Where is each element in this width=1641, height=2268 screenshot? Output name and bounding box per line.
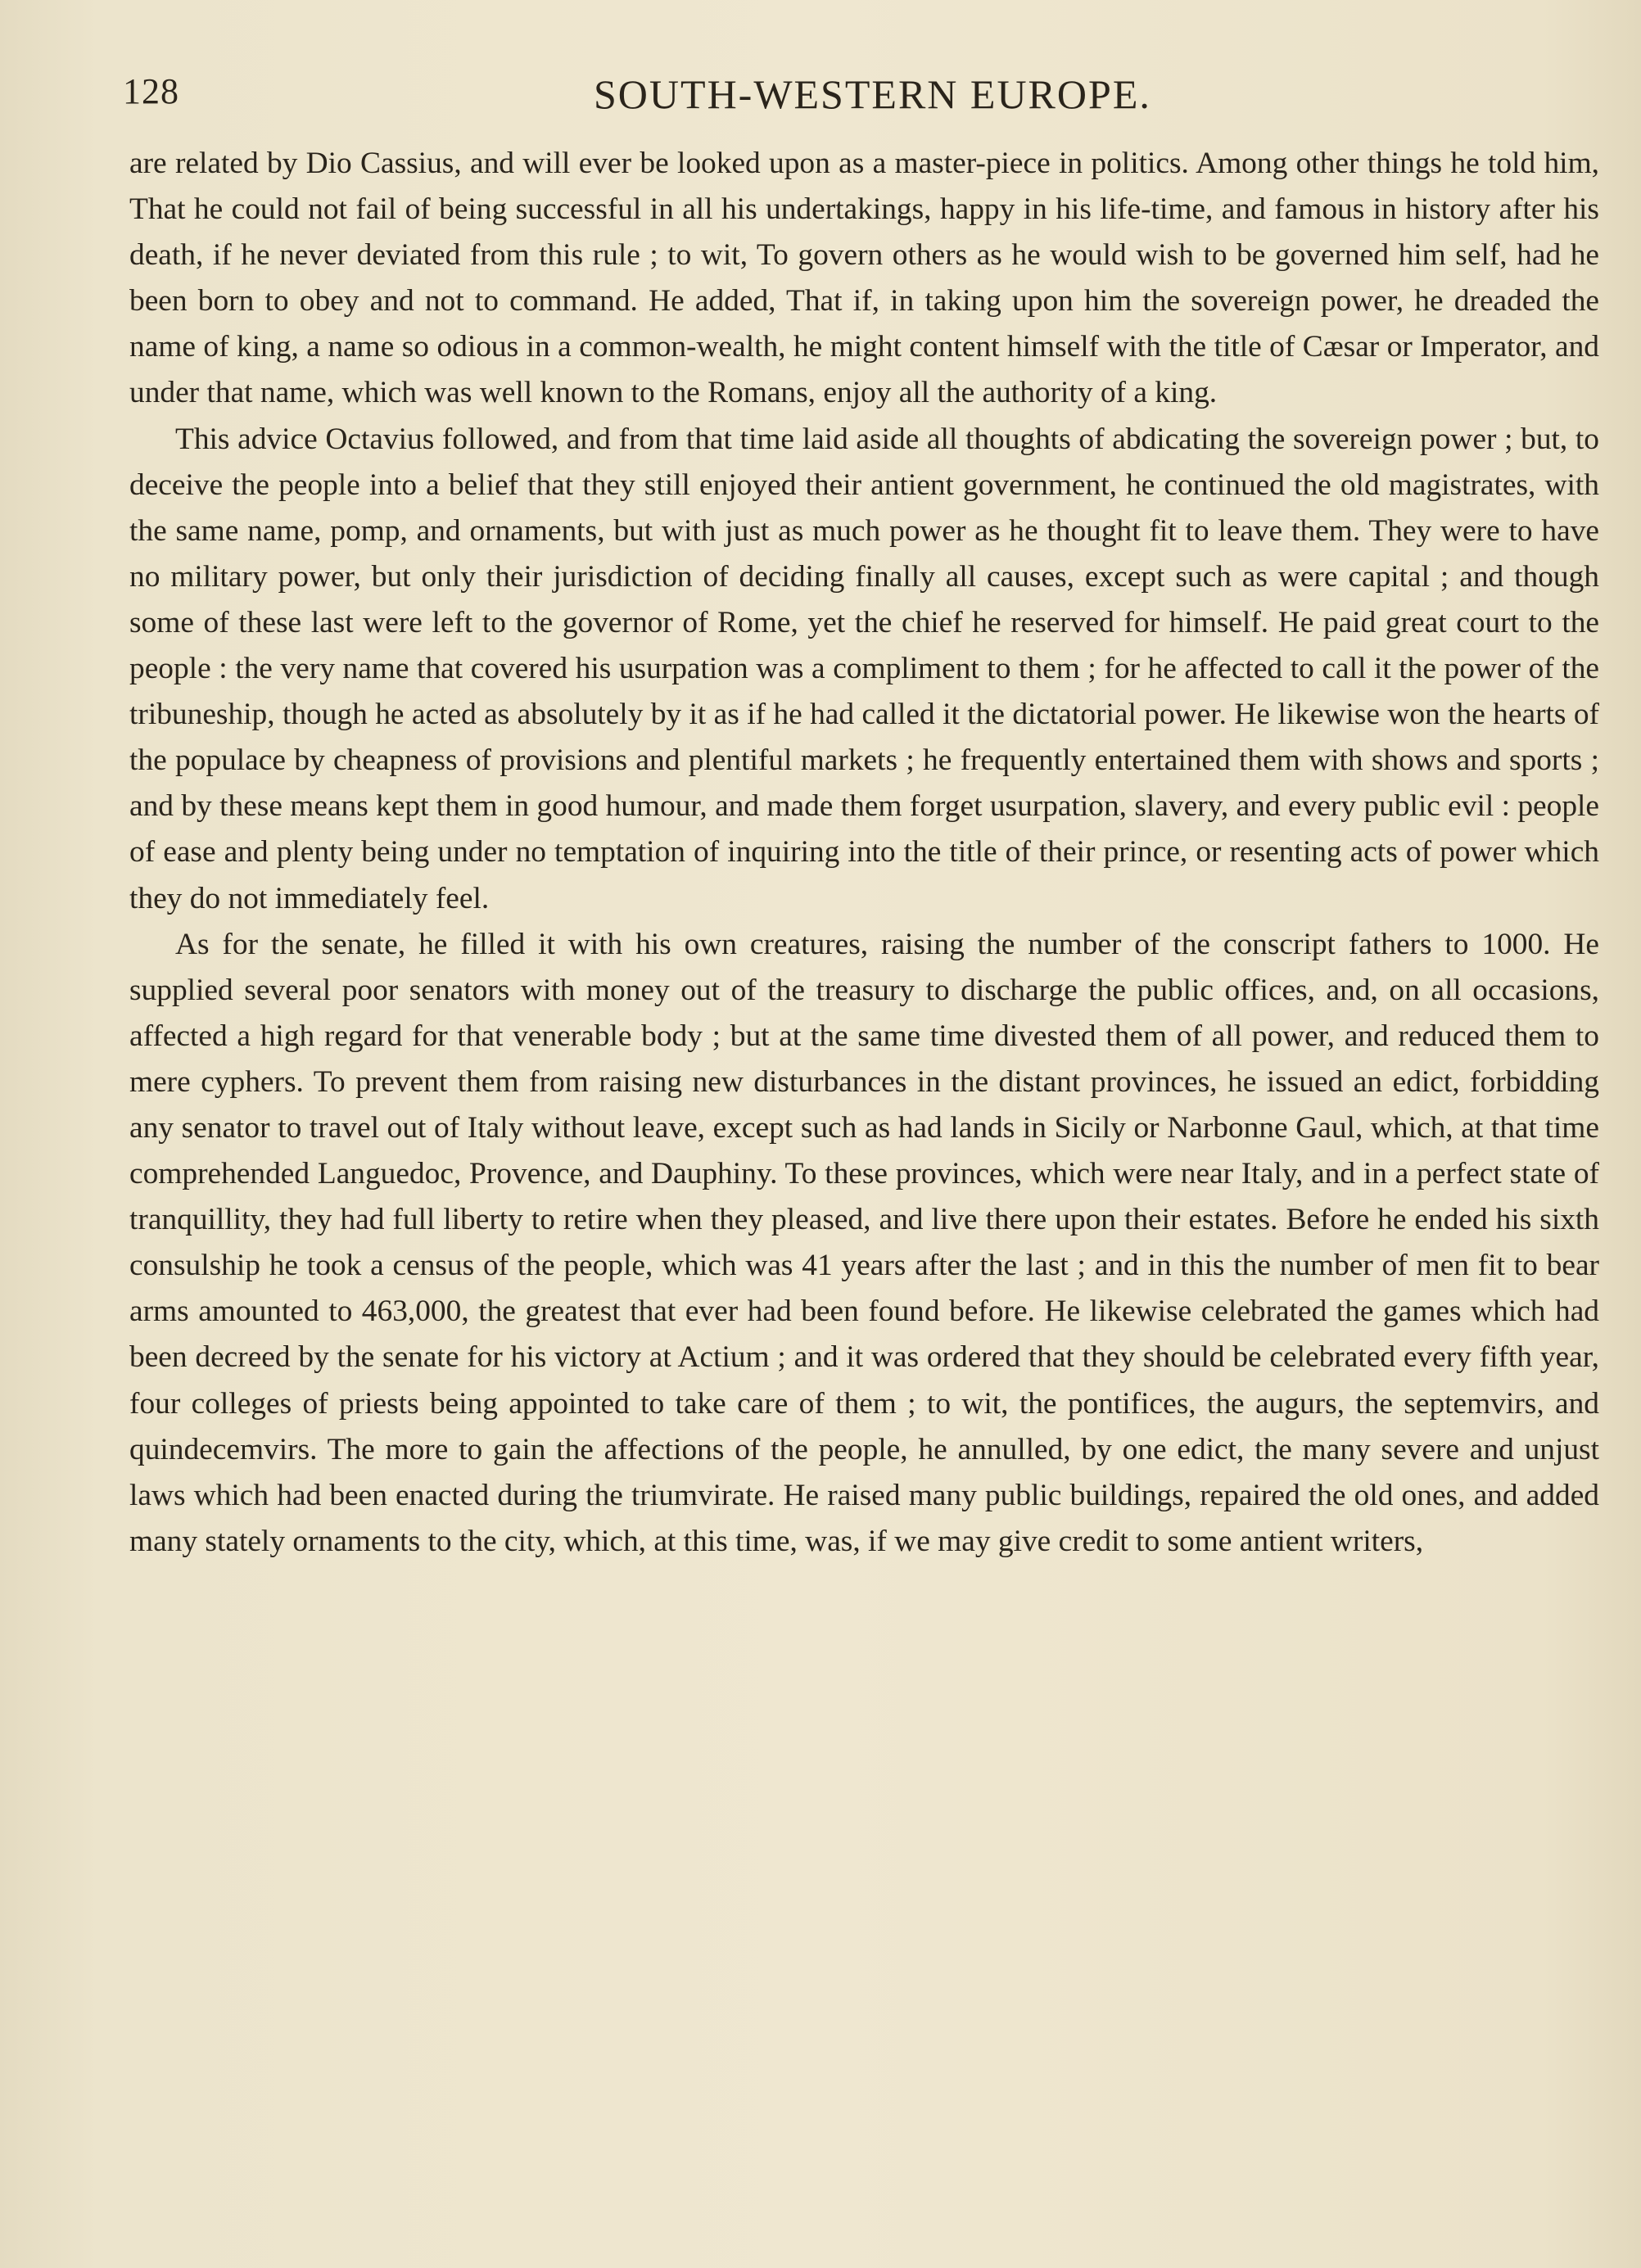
- running-title: SOUTH-WESTERN EUROPE.: [594, 71, 1151, 117]
- paragraph-senate: As for the senate, he filled it with his own creatures, raising the number of the conscript fathers to 1000. He supplied several poor senators with money out of the treasury to discharge the public offices, and, on all occasions, affected a high regard for that venerable body ; but at the same time divested them of all power, and reduced them to mere cyphers. To prevent them from raising new disturbances in the distant provinces, he issued an edict, forbidding any senator to travel out of Italy without leave, except such as had lands in Sicily or Narbonne Gaul, which, at that time comprehended Languedoc, Provence, and Dauphiny. To these provinces, which were near Italy, and in a perfect state of tranquillity, they had full liberty to retire when they pleased, and live there upon their estates. Before he ended his sixth consulship he took a census of the people, which was 41 years after the last ; and in this the number of men fit to bear arms amounted to 463,000, the greatest that ever had been found before. He likewise celebrated the games which had been decreed by the senate for his victory at Actium ; and it was ordered that they should be celebrated every fifth year, four colleges of priests being appointed to take care of them ; to wit, the pontifices, the augurs, the septemvirs, and quindecemvirs. The more to gain the affections of the people, he annulled, by one edict, the many severe and unjust laws which had been enacted during the triumvirate. He raised many public buildings, repaired the old ones, and added many stately ornaments to the city, which, at this time, was, if we may give credit to some antient writers,: [129, 927, 1599, 1558]
- body-text: [129, 141, 1599, 1565]
- page-number: 128: [123, 71, 179, 111]
- paragraph-continuation: are related by Dio Cassius, and will ever be looked upon as a master-piece in politics. Among other things he told him, That he could not fail of being successful in all his undertakings, happy in his life-time, and famous in history after his death, if he never deviated from this rule ; to wit, To govern others as he would wish to be governed him self, had he been born to obey and not to command. He added, That if, in taking upon him the sovereign power, he dreaded the name of king, a name so odious in a common-wealth, he might content himself with the title of Cæsar or Imperator, and under that name, which was well known to the Romans, enjoy all the authority of a king.: [129, 147, 1599, 410]
- paragraph-octavius-advice: This advice Octavius followed, and from that time laid aside all thoughts of abdicating the sovereign power ; but, to deceive the people into a belief that they still enjoyed their antient government, he continued the old magistrates, with the same name, pomp, and ornaments, but with just as much power as he thought fit to leave them. They were to have no military power, but only their jurisdiction of deciding finally all causes, except such as were capital ; and though some of these last were left to the governor of Rome, yet the chief he reserved for himself. He paid great court to the people : the very name that covered his usurpation was a compliment to them ; for he affected to call it the power of the tribuneship, though he acted as absolutely by it as if he had called it the dictatorial power. He likewise won the hearts of the populace by cheapness of provisions and plentiful markets ; he frequently entertained them with shows and sports ; and by these means kept them in good humour, and made them forget usurpation, slavery, and every public evil : people of ease and plenty being under no temptation of inquiring into the title of their prince, or resenting acts of power which they do not immediately feel.: [129, 422, 1599, 915]
- running-head: [123, 70, 1597, 128]
